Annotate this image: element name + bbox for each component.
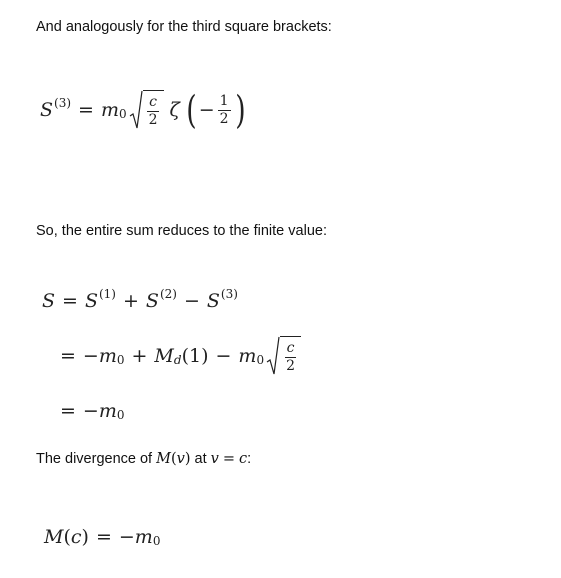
paragraph-text-end: : (247, 451, 252, 467)
inline-math-v-equals-c (211, 451, 247, 467)
equals-sign: = (95, 526, 112, 548)
radical-sign-icon (129, 90, 143, 130)
subscript-0: 0 (116, 353, 125, 367)
paragraph-divergence (36, 450, 251, 468)
denominator: 2 (148, 112, 158, 128)
paragraph-text-start: The divergence of (36, 451, 157, 467)
subscript-0: 0 (116, 408, 125, 422)
subscript-0: 0 (118, 107, 127, 121)
radical-sign-icon (266, 336, 280, 376)
symbol-m: m (100, 99, 119, 121)
plus-sign: + (122, 290, 139, 312)
symbol-neg-m: −m (82, 400, 117, 422)
numerator: c (149, 94, 157, 110)
paragraph-intro-third-brackets (36, 18, 332, 36)
equals-sign: = (222, 451, 236, 467)
denominator: 2 (286, 358, 296, 374)
symbol-v: v (176, 451, 185, 467)
equals-sign: = (60, 345, 76, 367)
subscript-0: 0 (152, 534, 161, 548)
paren-close: ) (184, 451, 191, 467)
equation-sum-line-1 (42, 287, 238, 312)
sqrt-c-over-2 (129, 90, 164, 130)
symbol-m-capital: M (154, 345, 174, 367)
symbol-s: S (145, 290, 159, 312)
numerator: 1 (219, 92, 229, 109)
paragraph-text-middle: at (190, 451, 211, 467)
equation-sum-line-3 (60, 400, 125, 422)
symbol-m-capital: M (156, 451, 171, 467)
paragraph-text: And analogously for the third square brackets: (36, 19, 332, 35)
equals-sign: = (60, 400, 76, 422)
symbol-neg-m: −m (82, 345, 117, 367)
sqrt-c-over-2 (266, 336, 301, 376)
left-paren: ( (186, 88, 197, 132)
paren-open: ( (170, 451, 177, 467)
equation-m-of-c (44, 526, 160, 548)
argument-one: (1) (181, 345, 209, 367)
symbol-m: m (238, 345, 257, 367)
paragraph-text: So, the entire sum reduces to the finite value: (36, 223, 327, 239)
symbol-s: S (206, 290, 220, 312)
symbol-neg-m: −m (118, 526, 153, 548)
numerator: c (286, 340, 295, 356)
fraction-c-over-2 (284, 341, 297, 374)
symbol-s: S (40, 99, 54, 121)
symbol-zeta: ζ (169, 99, 180, 121)
plus-sign: + (131, 345, 148, 367)
minus-sign: − (183, 290, 200, 312)
minus-sign: − (215, 345, 232, 367)
fraction-one-half (218, 94, 231, 127)
equals-sign: = (78, 99, 94, 121)
denominator: 2 (219, 110, 229, 127)
symbol-s: S (84, 290, 98, 312)
subscript-d: d (173, 353, 182, 367)
subscript-0: 0 (256, 353, 265, 367)
symbol-v: v (210, 451, 219, 467)
superscript-3: (3) (54, 96, 72, 110)
equation-s3 (40, 90, 247, 130)
symbol-m-capital: M (44, 526, 64, 548)
minus-sign: − (198, 99, 215, 121)
superscript-2: (2) (159, 287, 177, 301)
equation-sum-line-2 (60, 336, 301, 376)
symbol-c: c (239, 451, 248, 467)
inline-math-m-of-v (156, 451, 190, 467)
fraction-c-over-2 (147, 95, 160, 128)
paragraph-entire-sum (36, 222, 327, 240)
superscript-1: (1) (98, 287, 116, 301)
equals-sign: = (62, 290, 78, 312)
superscript-3: (3) (220, 287, 238, 301)
symbol-s: S (42, 290, 56, 312)
argument-c: (c) (63, 526, 89, 548)
right-paren: ) (234, 88, 246, 132)
